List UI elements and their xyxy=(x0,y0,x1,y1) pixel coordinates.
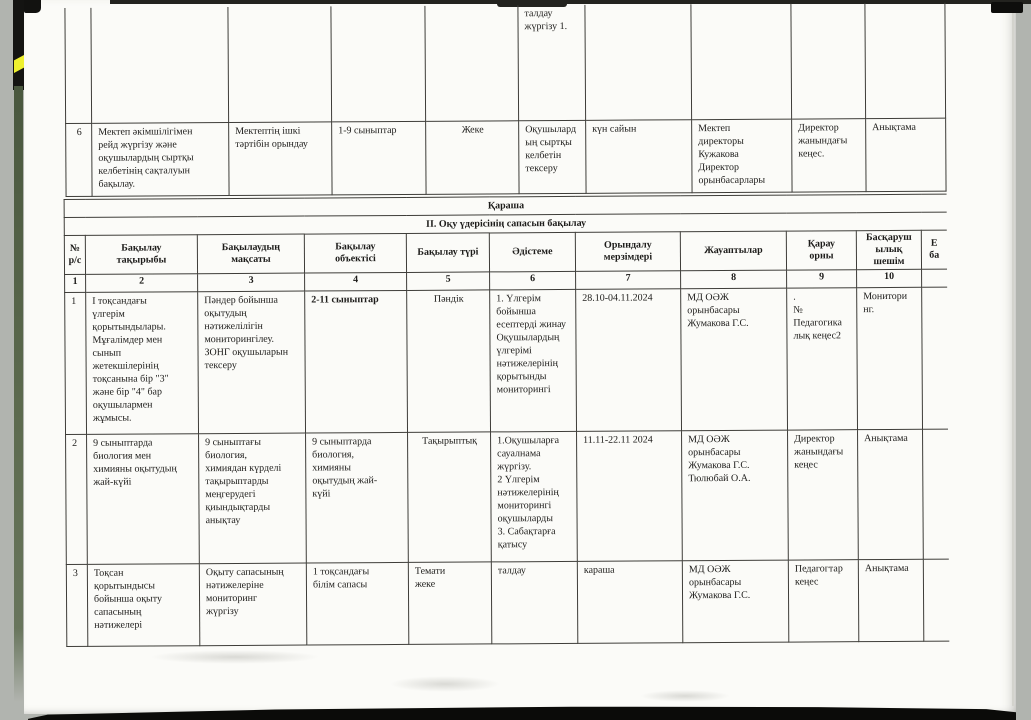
cell-methodology: 1. Үлгерім бойынша есептерді жинау Оқушылардың үлгерімі нәтижелерінің қорытынды мониторингі xyxy=(490,289,577,432)
empty-cell xyxy=(865,3,946,118)
empty-cell xyxy=(691,4,792,120)
cell-responsible: Мектеп директоры Кужакова Директор орынбасарлары xyxy=(692,119,792,193)
cell-review-place: Директор жанындағы кеңес xyxy=(788,430,859,560)
cell-control-type: Темати жеке xyxy=(408,562,491,645)
cell-deadline: 28.10-04.11.2024 xyxy=(576,289,682,432)
table-row xyxy=(66,118,946,196)
header-row xyxy=(64,230,946,274)
cell-object: 9 сыныптарда биология, химияны оқытудың жай- күйі xyxy=(306,432,409,563)
cell-number: 1 xyxy=(65,292,87,434)
cell-deadline: 11.11-22.11 2024 xyxy=(577,431,683,562)
cell-review-place: Директор жанындағы кеңес. xyxy=(792,118,866,191)
empty-cell xyxy=(425,5,519,121)
cell-decision: Анықтама xyxy=(866,118,946,191)
section-title: II. Оқу үдерісінің сапасын бақылау xyxy=(64,212,946,235)
cell-purpose: 9 сыныптағы биология, химиядан күрделі тақырыптарды меңгерудегі қиындықтарды анықтау xyxy=(199,433,307,564)
col-num: 8 xyxy=(681,270,787,289)
col-num xyxy=(922,269,947,287)
cell-review-place: . № Педагогика лық кеңес2 xyxy=(787,288,858,430)
cell-object: 2-11 сыныптар xyxy=(305,290,408,433)
col-num: 4 xyxy=(305,272,407,291)
cell-review-place: Педагогтар кеңес xyxy=(788,560,858,642)
cell-methodology: Оқушылард ың сыртқы келбетін тексеру xyxy=(519,120,586,193)
cell-number: 3 xyxy=(66,564,88,646)
month-header: Қараша xyxy=(64,194,946,217)
col-header-cutoff: Е ба xyxy=(921,230,946,269)
empty-cell xyxy=(922,287,948,429)
cell-control-type: Пәндік xyxy=(407,290,491,433)
empty-cell xyxy=(331,6,426,122)
cell-purpose: Оқыту сапасының нәтижелеріне мониторинг жүргізу xyxy=(199,563,306,646)
empty-cell xyxy=(923,429,949,559)
cell-deadline: күн сайын xyxy=(586,119,692,193)
col-num: 3 xyxy=(198,273,305,292)
cell-control-type: Тақырыптық xyxy=(408,432,492,563)
empty-cell xyxy=(791,3,866,118)
cell-decision: Монитори нг. xyxy=(857,287,923,429)
col-header-review-place: Қарау орны xyxy=(786,231,856,270)
cell-deadline: караша xyxy=(577,561,682,644)
col-num: 2 xyxy=(86,274,198,293)
cell-methodology: 1.Оқушыларға сауалнама жүргізу. 2 Үлгерім нәтижелерінің мониторингі оқушыларды 3. Сабақтарға қатысу xyxy=(491,431,578,562)
empty-cell xyxy=(91,7,229,123)
upper-table xyxy=(64,3,946,197)
col-header-deadline: Орындалу мерзімдері xyxy=(575,232,680,272)
cell-responsible: МД ОӘЖ орынбасары Жумакова Г.С. xyxy=(682,560,788,643)
cell-responsible: МД ОӘЖ орынбасары Жумакова Г.С. xyxy=(681,288,788,431)
cell-decision: Анықтама xyxy=(858,429,924,559)
continuation-row xyxy=(65,3,946,123)
cell-object: 1 тоқсандағы білім сапасы xyxy=(306,562,408,645)
cell-purpose: Мектептің ішкі тәртібін орындау xyxy=(229,121,332,195)
empty-cell xyxy=(65,8,92,123)
empty-cell xyxy=(228,6,332,122)
col-num: 1 xyxy=(65,274,86,292)
cell-topic: Тоқсан қорытындысы бойынша оқыту сапасының нәтижелері xyxy=(87,564,199,647)
empty-cell xyxy=(585,4,692,120)
table-row xyxy=(66,559,949,646)
cell-number: 2 xyxy=(66,434,88,564)
cell-decision: Анықтама xyxy=(858,559,923,641)
col-header-num: № р/с xyxy=(64,235,85,274)
col-num: 6 xyxy=(490,271,576,290)
col-num: 10 xyxy=(857,269,922,287)
table-row xyxy=(66,429,949,564)
col-header-purpose: Бақылаудың мақсаты xyxy=(197,234,304,274)
cell-topic: Мектеп әкімшілігімен рейд жүргізу және оқушылардың сыртқы келбетінің сақталуын бақылау. xyxy=(92,122,229,196)
cell-object: 1-9 сыныптар xyxy=(332,121,426,195)
cell-responsible: МД ОӘЖ орынбасары Жумакова Г.С. Тюлюбай О.А. xyxy=(682,430,789,561)
col-header-decision: Басқаруш ылық шешім xyxy=(856,230,921,269)
table-row xyxy=(65,287,948,434)
col-num: 5 xyxy=(407,272,490,291)
cell-purpose: Пәндер бойынша оқытудың нәтижелілігін мониторингілеу. ЗОНГ оқушыларын тексеру xyxy=(198,291,306,434)
cell-number: 6 xyxy=(66,123,92,196)
col-header-methodology: Әдістеме xyxy=(489,232,575,272)
cell-methodology: талдау xyxy=(491,561,577,644)
col-header-type: Бақылау түрі xyxy=(406,233,489,273)
col-header-object: Бақылау объектісі xyxy=(304,233,406,273)
cell-control-type: Жеке xyxy=(426,120,519,194)
col-num: 7 xyxy=(576,271,681,290)
col-num: 9 xyxy=(787,270,857,288)
col-header-topic: Бақылау тақырыбы xyxy=(85,235,197,275)
cell-topic: 9 сыныптарда биология мен химияны оқытудың жай-күйі xyxy=(87,434,200,565)
cell-methodology: талдау жүргізу 1. xyxy=(518,5,586,120)
section-2-table xyxy=(64,194,949,647)
cell-topic: І тоқсандағы үлгерім қорытындылары. Мұғалімдер мен сынып жетекшілерінің тоқсанына бір "3" және бір "4" бар оқушылармен жұмысы. xyxy=(86,292,199,435)
col-header-responsible: Жауаптылар xyxy=(680,231,786,271)
empty-cell xyxy=(923,559,949,641)
